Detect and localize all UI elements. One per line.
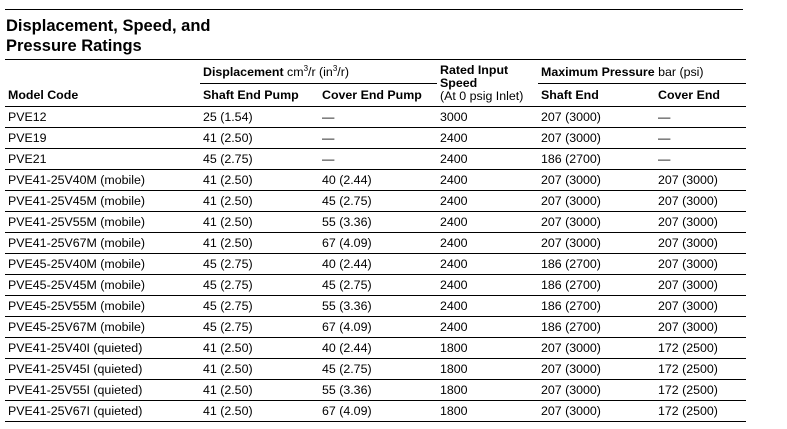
- rated-speed-line-3: (At 0 psig Inlet): [440, 89, 524, 103]
- cell-rated-speed: 1800: [437, 380, 538, 401]
- cell-shaft-end-pressure: 186 (2700): [538, 254, 655, 275]
- cell-shaft-end-displacement: 41 (2.50): [200, 380, 319, 401]
- header-sub-row: [5, 84, 746, 107]
- cell-model-code: PVE41-25V67I (quieted): [5, 401, 200, 422]
- cell-cover-end-displacement: 40 (2.44): [319, 170, 437, 191]
- table-row: [5, 191, 746, 212]
- header-shaft-end: Shaft End: [538, 84, 655, 107]
- ratings-table: [5, 60, 746, 422]
- cell-cover-end-displacement: 55 (3.36): [319, 212, 437, 233]
- table-row: [5, 233, 746, 254]
- header-displacement: [200, 60, 437, 84]
- cell-shaft-end-displacement: 41 (2.50): [200, 338, 319, 359]
- cell-shaft-end-displacement: 41 (2.50): [200, 191, 319, 212]
- cell-shaft-end-pressure: 207 (3000): [538, 107, 655, 128]
- cell-model-code: PVE41-25V55I (quieted): [5, 380, 200, 401]
- max-pressure-unit: bar (psi): [658, 64, 704, 79]
- cell-model-code: PVE41-25V55M (mobile): [5, 212, 200, 233]
- cell-cover-end-pressure: 207 (3000): [655, 254, 746, 275]
- table-row: [5, 317, 746, 338]
- cell-model-code: PVE45-25V67M (mobile): [5, 317, 200, 338]
- cell-rated-speed: 2400: [437, 128, 538, 149]
- cell-cover-end-pressure: 172 (2500): [655, 401, 746, 422]
- cell-rated-speed: 2400: [437, 170, 538, 191]
- cell-cover-end-displacement: 67 (4.09): [319, 233, 437, 254]
- cell-shaft-end-displacement: 45 (2.75): [200, 275, 319, 296]
- cell-shaft-end-pressure: 207 (3000): [538, 233, 655, 254]
- cell-model-code: PVE12: [5, 107, 200, 128]
- header-cover-end-pump: Cover End Pump: [319, 84, 437, 107]
- cell-shaft-end-displacement: 41 (2.50): [200, 212, 319, 233]
- displacement-label: Displacement: [203, 64, 284, 79]
- cell-cover-end-pressure: 172 (2500): [655, 338, 746, 359]
- table-row: [5, 254, 746, 275]
- cell-cover-end-displacement: 40 (2.44): [319, 254, 437, 275]
- cell-cover-end-displacement: 45 (2.75): [319, 191, 437, 212]
- table-row: [5, 401, 746, 422]
- cell-cover-end-pressure: 207 (3000): [655, 191, 746, 212]
- cell-shaft-end-pressure: 207 (3000): [538, 359, 655, 380]
- cell-cover-end-displacement: 67 (4.09): [319, 317, 437, 338]
- cell-shaft-end-displacement: 45 (2.75): [200, 317, 319, 338]
- title-line-1: Displacement, Speed, and: [6, 17, 211, 35]
- cell-shaft-end-pressure: 207 (3000): [538, 212, 655, 233]
- header-model-code: Model Code: [5, 84, 200, 107]
- cell-shaft-end-displacement: 41 (2.50): [200, 170, 319, 191]
- cell-cover-end-pressure: 172 (2500): [655, 380, 746, 401]
- table-row: [5, 275, 746, 296]
- cell-cover-end-pressure: 207 (3000): [655, 296, 746, 317]
- cell-shaft-end-pressure: 207 (3000): [538, 338, 655, 359]
- cell-cover-end-pressure: 207 (3000): [655, 317, 746, 338]
- cell-cover-end-pressure: —: [655, 149, 746, 170]
- table-body: [5, 107, 746, 422]
- rated-speed-line-1: Rated Input: [440, 63, 509, 77]
- cell-rated-speed: 3000: [437, 107, 538, 128]
- cell-shaft-end-displacement: 41 (2.50): [200, 401, 319, 422]
- cell-rated-speed: 2400: [437, 212, 538, 233]
- cell-rated-speed: 2400: [437, 317, 538, 338]
- cell-shaft-end-pressure: 186 (2700): [538, 275, 655, 296]
- cell-model-code: PVE41-25V45I (quieted): [5, 359, 200, 380]
- page-title: [6, 16, 210, 56]
- cell-cover-end-pressure: —: [655, 107, 746, 128]
- title-line-2: Pressure Ratings: [6, 37, 142, 55]
- cell-shaft-end-pressure: 207 (3000): [538, 170, 655, 191]
- cell-shaft-end-displacement: 25 (1.54): [200, 107, 319, 128]
- displacement-unit: $cm^3/r$ $(in^3/r)$: [287, 63, 349, 79]
- cell-rated-speed: 2400: [437, 275, 538, 296]
- cell-shaft-end-pressure: 207 (3000): [538, 191, 655, 212]
- table-row: [5, 149, 746, 170]
- cell-model-code: PVE21: [5, 149, 200, 170]
- cell-model-code: PVE19: [5, 128, 200, 149]
- table-row: [5, 170, 746, 191]
- table-row: [5, 107, 746, 128]
- cell-shaft-end-displacement: 41 (2.50): [200, 128, 319, 149]
- table-row: [5, 212, 746, 233]
- cell-shaft-end-pressure: 207 (3000): [538, 401, 655, 422]
- table-row: [5, 128, 746, 149]
- table-row: [5, 359, 746, 380]
- cell-rated-speed: 2400: [437, 254, 538, 275]
- cell-cover-end-displacement: 55 (3.36): [319, 380, 437, 401]
- cell-model-code: PVE41-25V67M (mobile): [5, 233, 200, 254]
- header-shaft-end-pump: Shaft End Pump: [200, 84, 319, 107]
- cell-cover-end-pressure: 207 (3000): [655, 212, 746, 233]
- table-row: [5, 380, 746, 401]
- cell-shaft-end-displacement: 41 (2.50): [200, 359, 319, 380]
- rated-speed-line-2: Speed: [440, 76, 478, 90]
- cell-cover-end-pressure: 207 (3000): [655, 275, 746, 296]
- cell-model-code: PVE45-25V40M (mobile): [5, 254, 200, 275]
- cell-shaft-end-displacement: 45 (2.75): [200, 296, 319, 317]
- cell-rated-speed: 1800: [437, 338, 538, 359]
- cell-rated-speed: 2400: [437, 296, 538, 317]
- table-row: [5, 338, 746, 359]
- cell-cover-end-pressure: 207 (3000): [655, 170, 746, 191]
- header-group-row: [5, 60, 746, 84]
- cell-shaft-end-pressure: 207 (3000): [538, 380, 655, 401]
- cell-shaft-end-pressure: 186 (2700): [538, 296, 655, 317]
- cell-cover-end-displacement: 45 (2.75): [319, 275, 437, 296]
- cell-cover-end-displacement: 55 (3.36): [319, 296, 437, 317]
- cell-shaft-end-displacement: 45 (2.75): [200, 254, 319, 275]
- max-pressure-label: Maximum Pressure: [541, 64, 655, 79]
- cell-cover-end-pressure: 172 (2500): [655, 359, 746, 380]
- header-max-pressure: [538, 60, 746, 84]
- cell-rated-speed: 2400: [437, 191, 538, 212]
- header-rated-speed: [437, 60, 538, 107]
- cell-shaft-end-displacement: 45 (2.75): [200, 149, 319, 170]
- cell-model-code: PVE41-25V40I (quieted): [5, 338, 200, 359]
- cell-rated-speed: 2400: [437, 233, 538, 254]
- cell-model-code: PVE45-25V55M (mobile): [5, 296, 200, 317]
- cell-shaft-end-displacement: 41 (2.50): [200, 233, 319, 254]
- cell-cover-end-displacement: 40 (2.44): [319, 338, 437, 359]
- cell-cover-end-pressure: 207 (3000): [655, 233, 746, 254]
- cell-shaft-end-pressure: 186 (2700): [538, 317, 655, 338]
- cell-rated-speed: 1800: [437, 359, 538, 380]
- cell-shaft-end-pressure: 207 (3000): [538, 128, 655, 149]
- cell-cover-end-pressure: —: [655, 128, 746, 149]
- cell-cover-end-displacement: —: [319, 149, 437, 170]
- table-row: [5, 296, 746, 317]
- cell-cover-end-displacement: —: [319, 107, 437, 128]
- header-cover-end: Cover End: [655, 84, 746, 107]
- cell-model-code: PVE41-25V45M (mobile): [5, 191, 200, 212]
- cell-model-code: PVE41-25V40M (mobile): [5, 170, 200, 191]
- cell-shaft-end-pressure: 186 (2700): [538, 149, 655, 170]
- cell-model-code: PVE45-25V45M (mobile): [5, 275, 200, 296]
- cell-rated-speed: 2400: [437, 149, 538, 170]
- top-rule: [5, 9, 743, 10]
- cell-cover-end-displacement: —: [319, 128, 437, 149]
- header-blank: [5, 60, 200, 84]
- cell-rated-speed: 1800: [437, 401, 538, 422]
- cell-cover-end-displacement: 67 (4.09): [319, 401, 437, 422]
- cell-cover-end-displacement: 45 (2.75): [319, 359, 437, 380]
